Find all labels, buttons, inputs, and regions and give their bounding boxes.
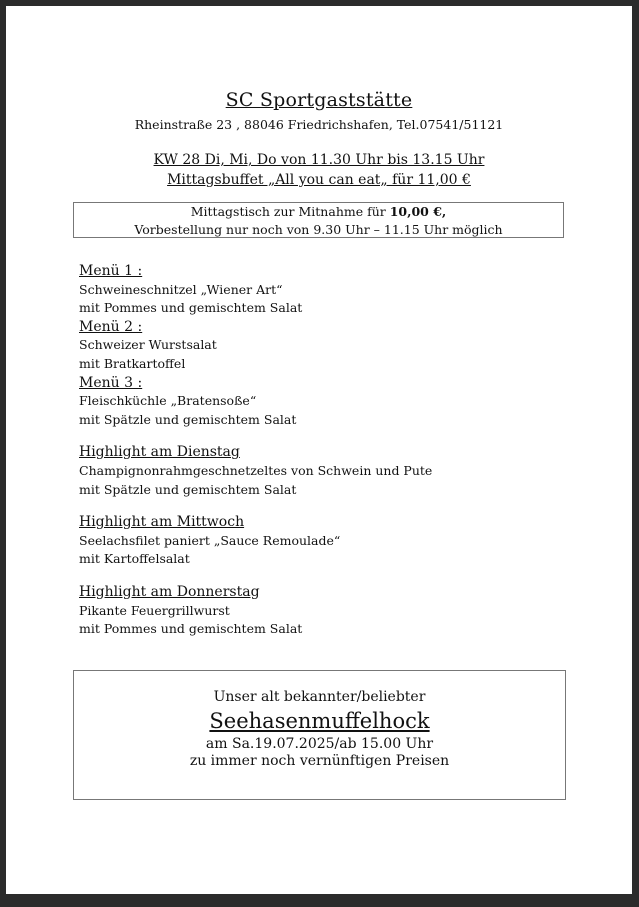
event-intro: Unser alt bekannter/beliebter: [213, 689, 426, 705]
menu-list: [79, 262, 432, 639]
takeaway-line-2: Vorbestellung nur noch von 9.30 Uhr – 11.15 Uhr möglich: [134, 222, 503, 237]
menu-heading: Menü 3 :: [79, 374, 143, 391]
highlight-heading: Highlight am Dienstag: [79, 444, 240, 461]
highlight-line: mit Pommes und gemischtem Salat: [79, 621, 303, 637]
menu-line: Schweizer Wurstsalat: [79, 337, 217, 353]
menu-line: Schweineschnitzel „Wiener Art“: [79, 281, 283, 297]
menu-line: mit Spätzle und gemischtem Salat: [79, 411, 297, 427]
restaurant-title: SC Sportgaststätte: [225, 89, 413, 111]
menu-line: mit Bratkartoffel: [79, 355, 186, 371]
highlight-line: Seelachsfilet paniert „Sauce Remoulade“: [79, 532, 341, 548]
event-date: am Sa.19.07.2025/ab 15.00 Uhr: [205, 736, 434, 752]
takeaway-box: [73, 202, 564, 238]
highlight-line: mit Kartoffelsalat: [79, 551, 190, 567]
menu-line: Fleischküchle „Bratensoße“: [79, 393, 257, 409]
restaurant-address: Rheinstraße 23 , 88046 Friedrichshafen, Tel.07541/51121: [134, 117, 504, 132]
event-box: [73, 670, 566, 800]
buffet-offer: Mittagsbuffet „All you can eat„ für 11,00 €: [167, 172, 471, 188]
week-hours: KW 28 Di, Mi, Do von 11.30 Uhr bis 13.15 Uhr: [153, 152, 485, 168]
highlight-heading: Highlight am Mittwoch: [79, 514, 245, 531]
takeaway-line-1: Mittagstisch zur Mitnahme für 10,00 €,: [190, 204, 447, 219]
highlight-line: mit Spätzle und gemischtem Salat: [79, 481, 297, 497]
menu-heading: Menü 1 :: [79, 263, 143, 279]
highlight-line: Champignonrahmgeschnetzeltes von Schwein und Pute: [79, 462, 433, 478]
highlight-line: Pikante Feuergrillwurst: [79, 602, 230, 618]
takeaway-price: 10,00 €,: [389, 204, 447, 219]
menu-line: mit Pommes und gemischtem Salat: [79, 300, 303, 316]
event-name: Seehasenmuffelhock: [209, 709, 430, 733]
menu-heading: Menü 2 :: [79, 318, 143, 335]
menu-page: [6, 6, 632, 894]
highlight-heading: Highlight am Donnerstag: [79, 583, 260, 600]
event-note: zu immer noch vernünftigen Preisen: [189, 753, 450, 769]
